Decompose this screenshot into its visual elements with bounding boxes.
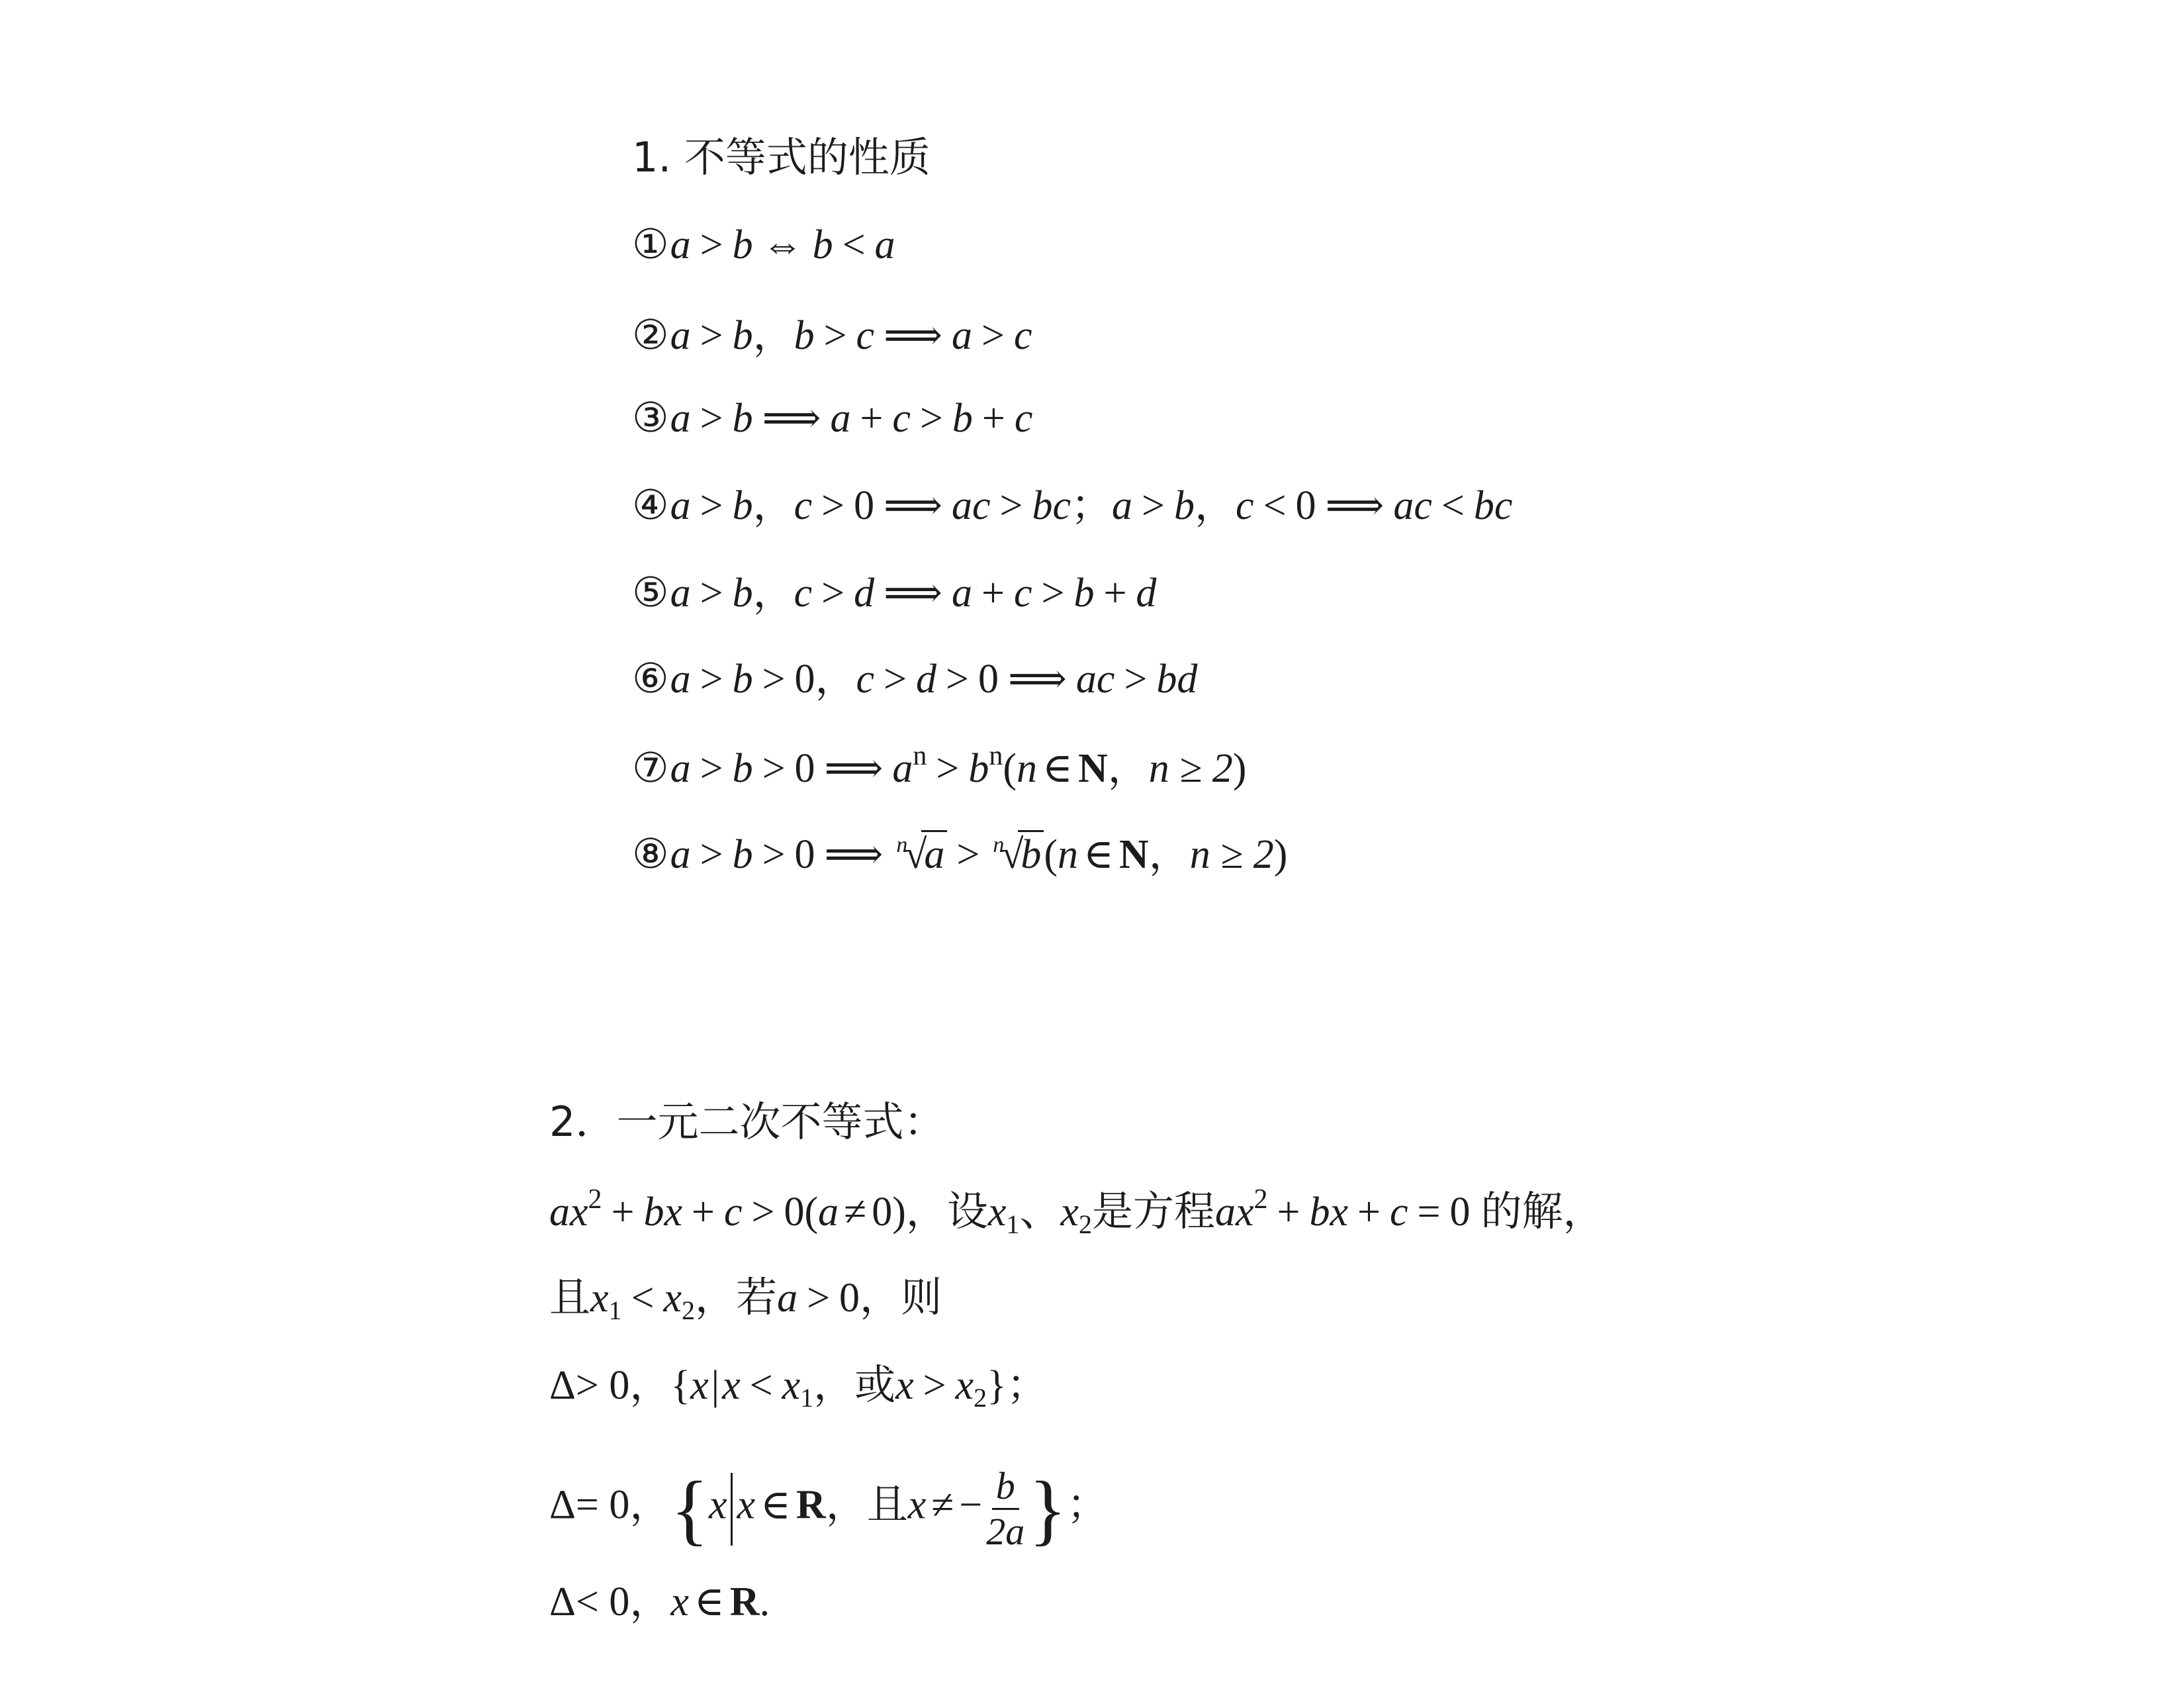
property-8: ⑧a > b > 0 ⟹ n √ a > n √ b(n ∈ N，n ≥ 2)	[632, 827, 1287, 880]
case-delta-negative: Δ< 0，x ∈ R.	[549, 1579, 770, 1624]
case-delta-zero: Δ= 0，{x x ∈ R，且x ≠ − $\frac{b}{2a}$ }；	[549, 1464, 1108, 1553]
marker-6: ⑥	[632, 657, 669, 702]
marker-5: ⑤	[632, 571, 669, 616]
property-3: ③a > b ⟹ a + c > b + c	[632, 396, 1033, 441]
nth-root-a: n √ a	[892, 828, 947, 881]
case-delta-positive: Δ> 0，{$x|x < x_1$，或$x > x_2$}；	[549, 1360, 1048, 1413]
marker-7: ⑦	[632, 746, 669, 791]
marker-3: ③	[632, 396, 669, 441]
section-2-title-text: 2．一元二次不等式：	[549, 1098, 945, 1146]
fraction-b-over-2a: $\frac{b}{2a}$	[986, 1464, 1025, 1553]
section-2-title	[549, 1096, 944, 1149]
marker-8: ⑧	[632, 832, 669, 877]
marker-4: ④	[632, 483, 669, 528]
marker-2: ②	[632, 313, 669, 358]
property-7: ⑦a > b > 0 ⟹ $a^n > b^n(n$ ∈ N，n ≥ 2)	[632, 741, 1247, 792]
property-6: ⑥a > b > 0，c > d > 0 ⟹ ac > bd	[632, 654, 1198, 702]
quadratic-line-1: $ax^2$ + bx + c > 0(a ≠ 0)，设$x_1$、$x_2$是方程$ax^2$ + bx + c = 0 的解，	[549, 1184, 1604, 1239]
property-4: ④a > b，c > 0 ⟹ ac > bc；a > b，c < 0 ⟹ ac < bc	[632, 481, 1513, 529]
property-2: ②a > b，b > c ⟹ a > c	[632, 310, 1032, 359]
section-1-title-text: 1. 不等式的性质	[632, 133, 931, 181]
nth-root-b: n √ b	[989, 828, 1044, 881]
section-1-title	[632, 131, 931, 184]
quadratic-line-2: 且$x_1 < x_2$，若a > 0，则	[549, 1273, 942, 1325]
property-5: ⑤a > b，c > d ⟹ a + c > b + d	[632, 568, 1157, 616]
marker-1: ①	[632, 222, 669, 267]
property-1: ①a > b ⇔ b < a	[632, 222, 895, 267]
